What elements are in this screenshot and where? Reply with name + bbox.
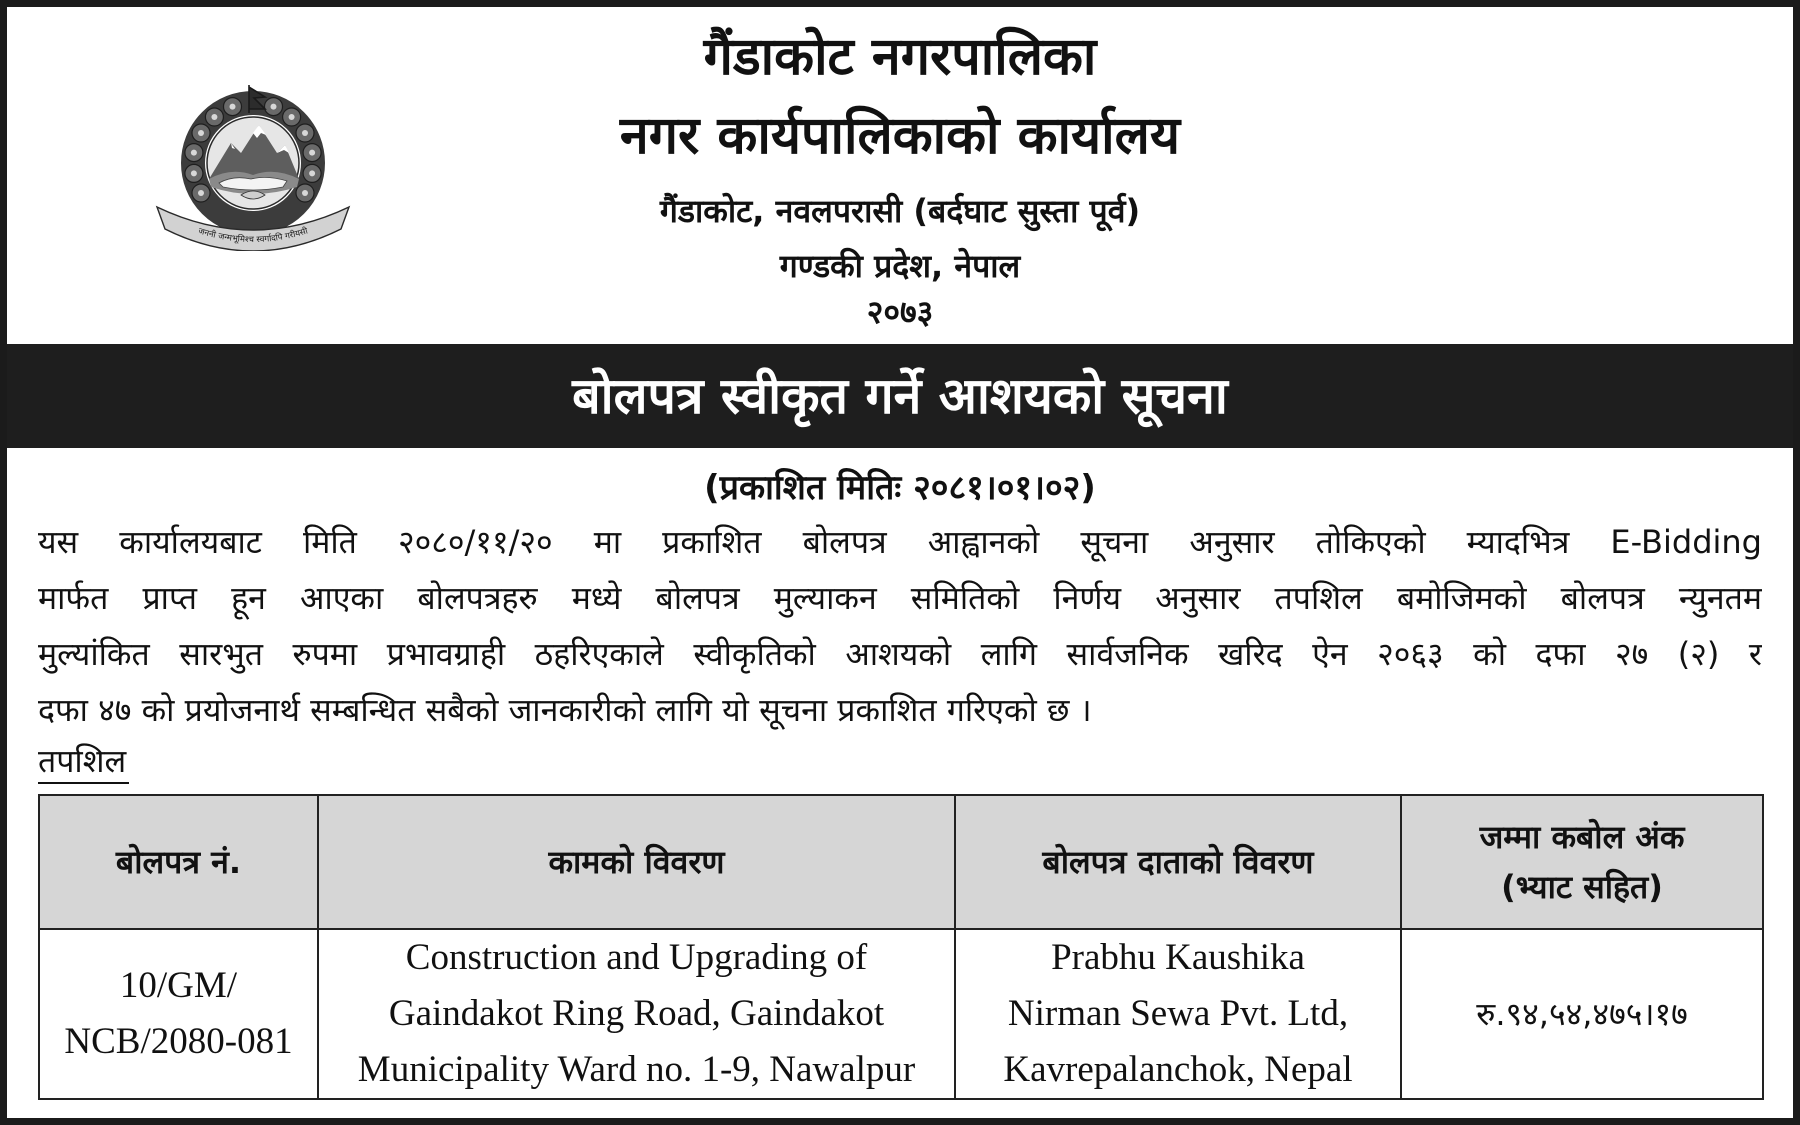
office-name: नगर कार्यपालिकाको कार्यालय (619, 106, 1181, 166)
body-text-line-3: मुल्यांकित सारभुत रुपमा प्रभावग्राही ठहरिएकाले स्वीकृतिको आशयको लागि सार्वजनिक खरिद ऐन २०६३ को दफा २७ (२) र (38, 635, 1762, 673)
header-total-amount (1401, 795, 1763, 929)
cell-line: Municipality Ward no. 1-9, Nawalpur (357, 1049, 916, 1090)
cell-line: Construction and Upgrading of (405, 937, 868, 978)
rhododendron-flower-center (191, 170, 197, 176)
cell-bid-number (39, 929, 318, 1099)
table-header-row (39, 795, 1763, 929)
header-bid-number-label: बोलपत्र नं. (115, 843, 242, 881)
table-body (39, 929, 1763, 1099)
body-text-line-2: मार्फत प्राप्त हून आएका बोलपत्रहरु मध्ये बोलपत्र मुल्याकन समितिको निर्णय अनुसार तपशिल बमोजिमको बोलपत्र न्युनतम (38, 579, 1762, 617)
municipality-name: गैंडाकोट नगरपालिका (703, 27, 1097, 87)
cell-line: Gaindakot Ring Road, Gaindakot (388, 993, 885, 1034)
header-bidder-details (955, 795, 1401, 929)
cell-work-description (318, 929, 955, 1099)
published-date: (प्रकाशित मितिः २०८१।०१।०२) (704, 468, 1096, 508)
header-work-description (318, 795, 955, 929)
header-bidder-details-label: बोलपत्र दाताको विवरण (1042, 843, 1314, 881)
office-address: गैंडाकोट, नवलपरासी (बर्दघाट सुस्ता पूर्व) (659, 192, 1141, 230)
table-row (39, 929, 1763, 1099)
table-head (39, 795, 1763, 929)
cell-line: Kavrepalanchok, Nepal (1003, 1049, 1353, 1090)
cell-line: 10/GM/ (119, 965, 238, 1006)
header-total-amount-label: जम्मा कबोल अंक (1479, 818, 1685, 856)
details-label: तपशिल (38, 740, 129, 784)
rhododendron-flower-center (309, 170, 315, 176)
cell-line: Nirman Sewa Pvt. Ltd, (1007, 993, 1349, 1034)
cell-total-amount (1401, 929, 1763, 1099)
body-text-line-1: यस कार्यालयबाट मिति २०८०/११/२० मा प्रकाशित बोलपत्र आह्वानको सूचना अनुसार तोकिएको म्यादभित्र E-Bidding (38, 523, 1762, 561)
header-total-amount-vat-note: (भ्याट सहित) (1501, 868, 1663, 906)
emblem-motto-text: जननी जन्मभूमिश्च स्वर्गादपि गरीयसी (196, 226, 310, 246)
established-year: २०७३ (866, 293, 934, 331)
notice-banner (7, 344, 1793, 448)
body-text-line-4: दफा ४७ को प्रयोजनार्थ सम्बन्धित सबैको जानकारीको लागि यो सूचना प्रकाशित गरिएको छ । (38, 691, 1092, 729)
details-section (38, 739, 129, 785)
cell-line: रु.९४,५४,४७५।१७ (1476, 995, 1688, 1033)
cell-bidder-details (955, 929, 1401, 1099)
cell-line: NCB/2080-081 (64, 1021, 293, 1062)
cell-line: Prabhu Kaushika (1051, 937, 1305, 978)
notice-title: बोलपत्र स्वीकृत गर्ने आशयको सूचना (572, 367, 1228, 425)
province-country: गण्डकी प्रदेश, नेपाल (779, 247, 1021, 285)
header-bid-number (39, 795, 318, 929)
bid-table (38, 794, 1764, 1100)
header-work-description-label: कामको विवरण (548, 843, 725, 881)
